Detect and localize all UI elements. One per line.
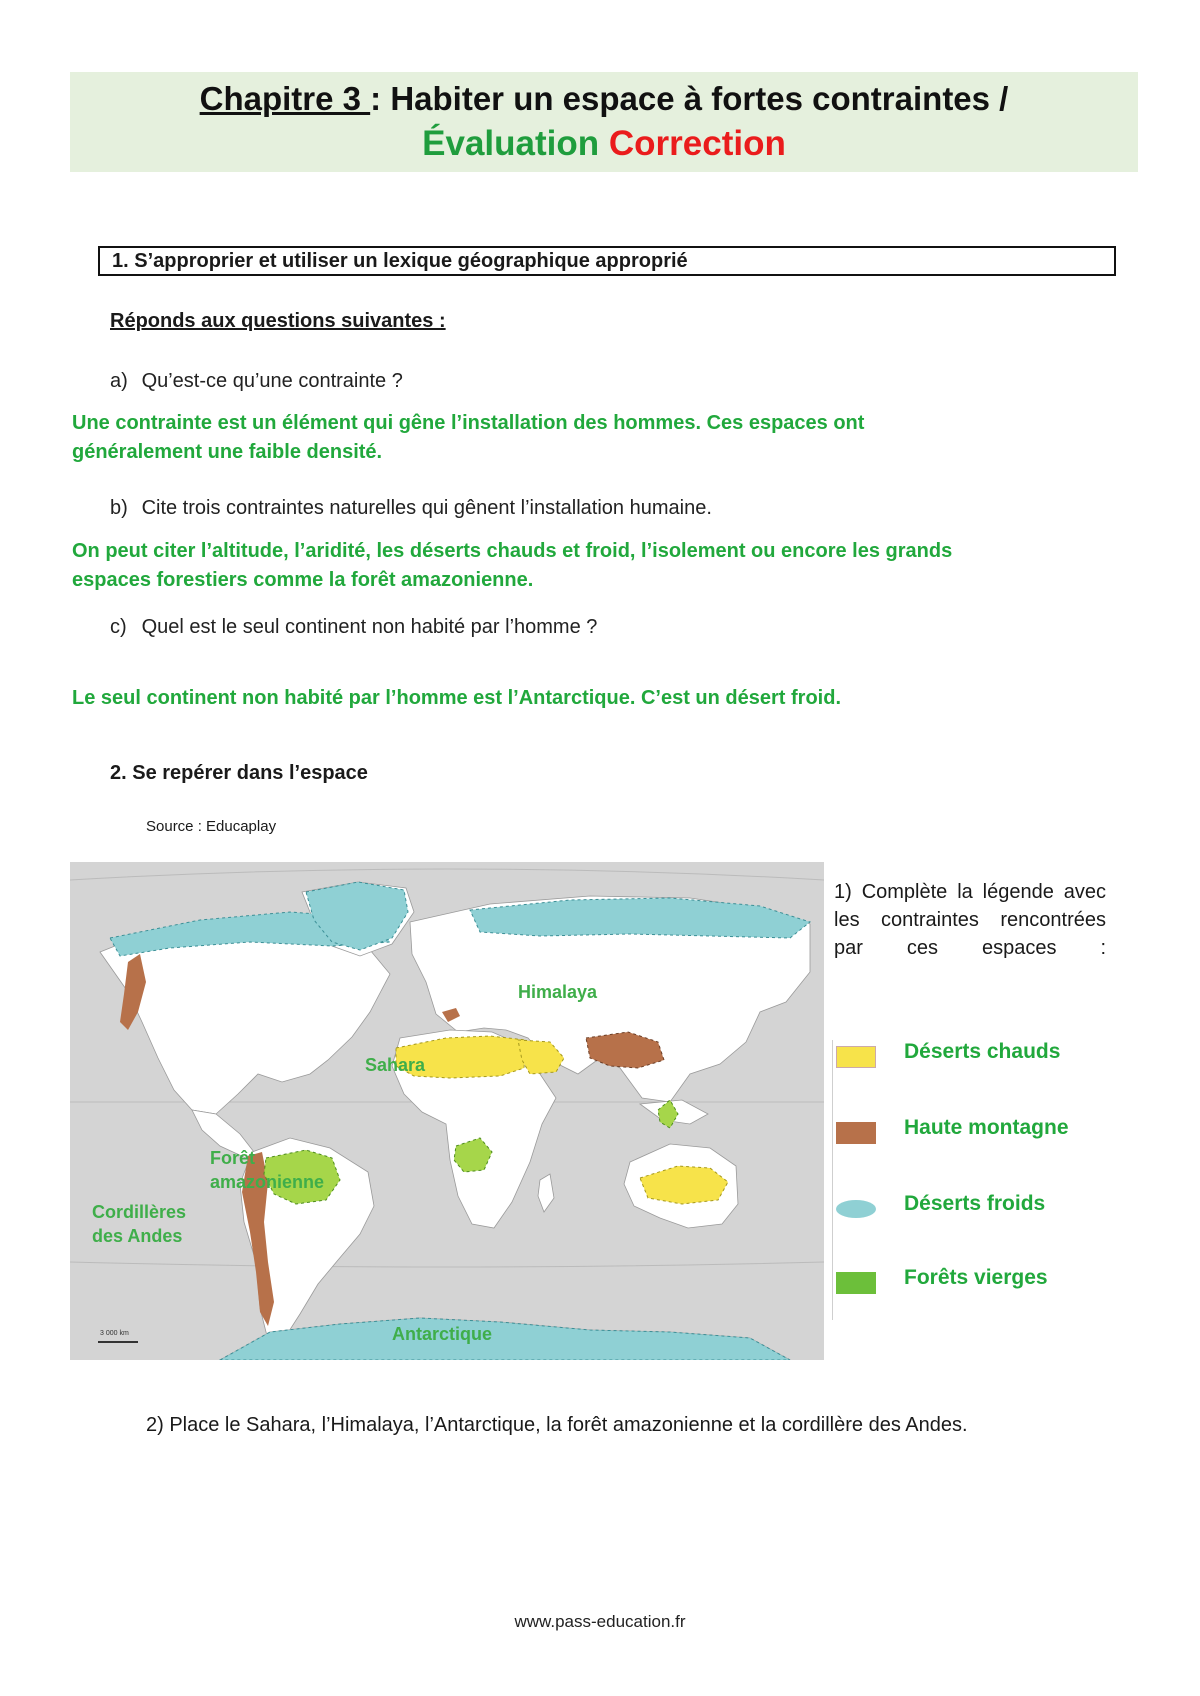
title-box (70, 72, 1138, 172)
question-label: c) (110, 616, 127, 638)
cold-desert-antarctica-area (220, 1318, 790, 1360)
answer-a-line1: Une contrainte est un élément qui gêne l’installation des hommes. Ces espaces ont (72, 412, 865, 434)
world-map (70, 862, 824, 1360)
answer-b-line1: On peut citer l’altitude, l’aridité, les déserts chauds et froid, l’isolement ou encore les grands (72, 540, 953, 562)
legend-swatch-yellow (836, 1046, 876, 1068)
page-title (70, 80, 1138, 118)
chapter-label: Chapitre 3 (199, 80, 371, 117)
question-b (110, 497, 712, 520)
legend-swatch-green (836, 1272, 876, 1294)
question-text: Quel est le seul continent non habité par l’homme ? (141, 616, 598, 638)
map-instruction: 1) Complète la légende avec les contraintes rencontrées par ces espaces : (834, 881, 1106, 959)
continents (100, 882, 810, 1360)
legend-item-high-mountain (836, 1116, 1136, 1156)
map-label-sahara: Sahara (365, 1055, 426, 1075)
map-label-foret-1: Forêt (210, 1148, 255, 1168)
legend-item-hot-deserts (836, 1040, 1136, 1080)
legend-item-virgin-forests (836, 1266, 1136, 1306)
map-scale-label: 3 000 km (100, 1330, 129, 1337)
map-label-andes-1: Cordillères (92, 1202, 187, 1222)
map-label-antarctique: Antarctique (392, 1324, 493, 1344)
answer-c: Le seul continent non habité par l’homme est l’Antarctique. C’est un désert froid. (72, 687, 841, 709)
question-label: a) (110, 370, 128, 392)
page-subtitle (70, 124, 1138, 164)
legend-swatch-blue (836, 1200, 876, 1218)
legend-label: Forêts vierges (904, 1266, 1048, 1289)
source-text: Source : Educaplay (146, 818, 277, 835)
legend-swatch-brown (836, 1122, 876, 1144)
graticule-line (70, 1262, 824, 1267)
question-a (110, 370, 403, 393)
map-label-himalaya: Himalaya (518, 982, 598, 1002)
legend-label: Déserts froids (904, 1192, 1046, 1215)
map-instruction-2: 2) Place le Sahara, l’Himalaya, l’Antarctique, la forêt amazonienne et la cordillère des Andes. (146, 1414, 968, 1436)
map-label-foret-2: amazonienne (210, 1172, 325, 1192)
legend-label: Déserts chauds (904, 1040, 1061, 1063)
answer-a-line2: généralement une faible densité. (72, 441, 383, 463)
footer-url: www.pass-education.fr (514, 1612, 686, 1631)
graticule-line (70, 869, 824, 880)
section-2-heading: 2. Se repérer dans l’espace (110, 762, 368, 784)
legend-item-cold-deserts (836, 1192, 1136, 1232)
question-label: b) (110, 497, 128, 519)
legend-label: Haute montagne (904, 1116, 1069, 1139)
question-text: Cite trois contraintes naturelles qui gênent l’installation humaine. (141, 497, 712, 519)
correction-label: Correction (608, 124, 786, 163)
madagascar-shape (538, 1174, 554, 1212)
answer-b-line2: espaces forestiers comme la forêt amazonienne. (72, 569, 534, 591)
question-c (110, 616, 597, 639)
chapter-title: : Habiter un espace à fortes contraintes / (370, 80, 1009, 117)
instruction-heading: Réponds aux questions suivantes : (110, 310, 446, 332)
question-text: Qu’est-ce qu’une contrainte ? (141, 370, 403, 392)
world-map-svg (70, 862, 824, 1360)
map-label-andes-2: des Andes (92, 1226, 183, 1246)
evaluation-label: Évaluation (422, 124, 600, 163)
section-1-heading: 1. S’approprier et utiliser un lexique géographique approprié (98, 246, 1116, 276)
legend-divider (832, 1040, 833, 1320)
